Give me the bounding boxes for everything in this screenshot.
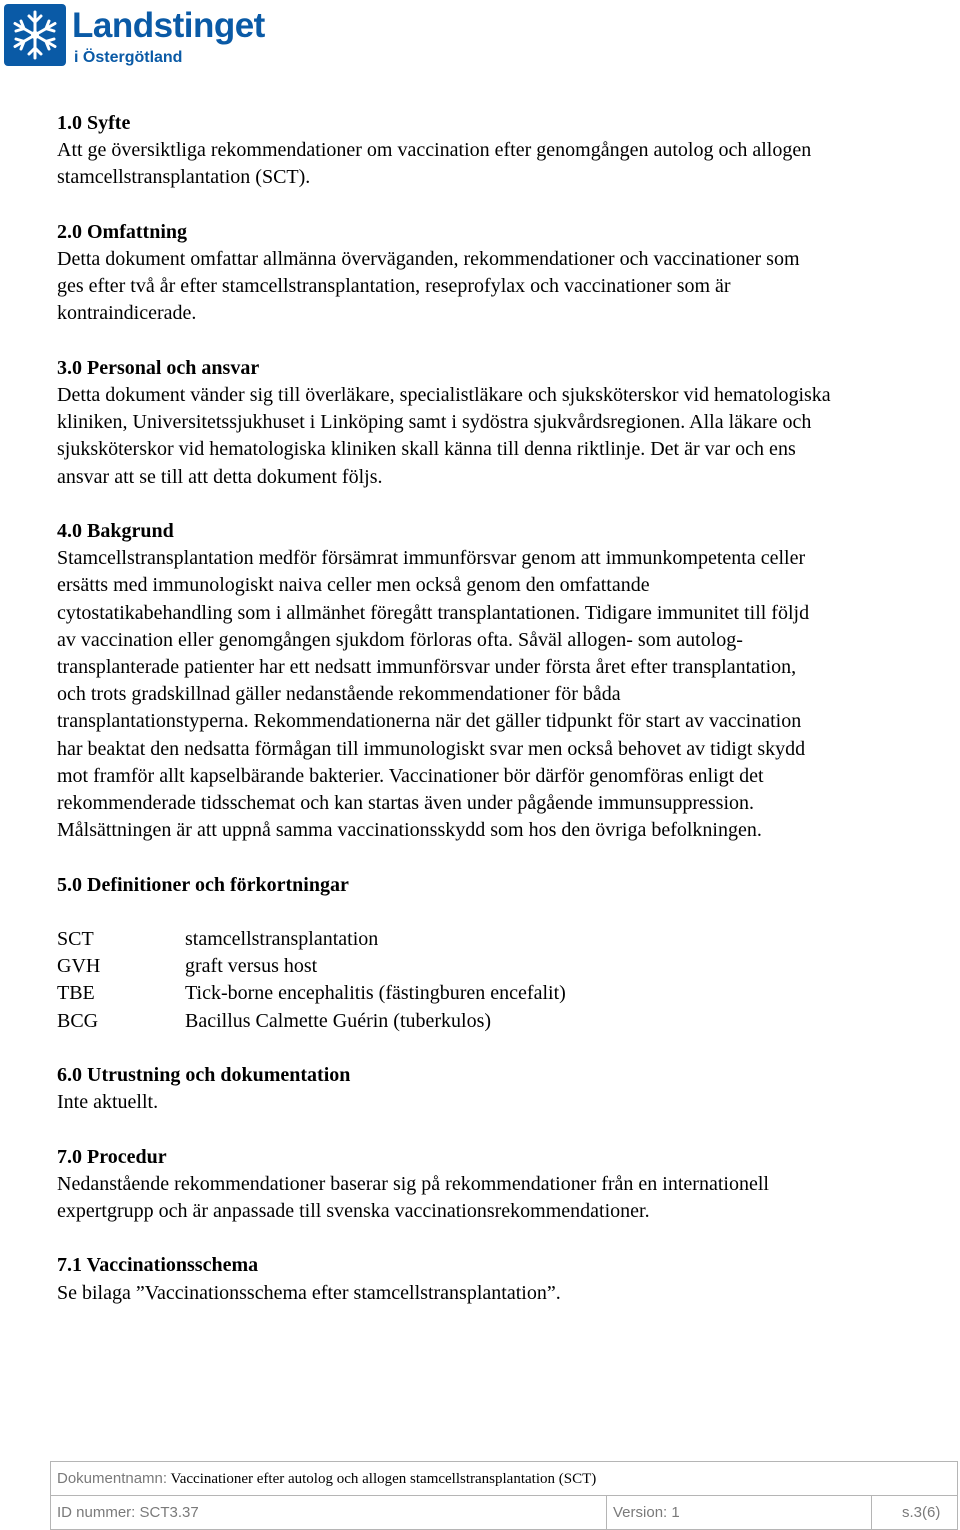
version: Version: 1 bbox=[613, 1504, 680, 1521]
footer-page-cell bbox=[872, 1496, 957, 1529]
definitions-table bbox=[57, 926, 566, 1035]
paragraph-line: rekommenderade tidsschemat och kan startas även under pågående immunsuppression. bbox=[57, 792, 755, 815]
section-heading: 2.0 Omfattning bbox=[57, 220, 187, 243]
section-heading: 7.1 Vaccinationsschema bbox=[57, 1254, 259, 1277]
section-definitions bbox=[57, 872, 947, 1035]
paragraph-line: ges efter två år efter stamcellstransplantation, reseprofylax och vaccinationer som är bbox=[57, 275, 731, 298]
id-number: ID nummer: SCT3.37 bbox=[57, 1504, 199, 1521]
section-heading: 3.0 Personal och ansvar bbox=[57, 356, 260, 379]
section-vaccination-schedule bbox=[57, 1252, 947, 1306]
footer-doc-name-row bbox=[51, 1462, 957, 1496]
section-heading: 7.0 Procedur bbox=[57, 1145, 167, 1168]
paragraph-line: Detta dokument omfattar allmänna överväganden, rekommendationer och vaccinationer som bbox=[57, 248, 800, 270]
definition-abbr: TBE bbox=[57, 982, 95, 1005]
section-heading: 5.0 Definitioner och förkortningar bbox=[57, 873, 349, 896]
definition-abbr: SCT bbox=[57, 928, 94, 951]
section-procedure bbox=[57, 1144, 947, 1226]
section-equipment bbox=[57, 1062, 947, 1116]
paragraph-line: Inte aktuellt. bbox=[57, 1091, 159, 1114]
paragraph-line: kontraindicerade. bbox=[57, 302, 197, 325]
paragraph-line: expertgrupp och är anpassade till svenska vaccinationsrekommendationer. bbox=[57, 1200, 650, 1223]
definition-meaning: Tick-borne encephalitis (fästingburen encefalit) bbox=[185, 982, 566, 1005]
paragraph-line: Att ge översiktliga rekommendationer om vaccination efter genomgången autolog och allogen bbox=[57, 139, 812, 162]
paragraph-line: kliniken, Universitetssjukhuset i Linköping samt i sydöstra sjukvårdsregionen. Alla läkare och bbox=[57, 411, 812, 434]
paragraph-line: Se bilaga ”Vaccinationsschema efter stamcellstransplantation”. bbox=[57, 1281, 561, 1304]
doc-name-label: Dokumentnamn: bbox=[57, 1470, 168, 1487]
paragraph-line: transplantationstyperna. Rekommendationerna när det gäller tidpunkt för start av vaccination bbox=[57, 710, 802, 733]
definition-row bbox=[57, 980, 566, 1007]
paragraph-line: Stamcellstransplantation medför försämrat immunförsvar genom att immunkompetenta celler bbox=[57, 547, 806, 570]
paragraph-line: sjuksköterskor vid hematologiska kliniken skall känna till denna riktlinje. Det är var och ens bbox=[57, 438, 796, 461]
definition-abbr: BCG bbox=[57, 1009, 99, 1032]
section-heading: 4.0 Bakgrund bbox=[57, 520, 174, 542]
footer-meta-row bbox=[51, 1496, 957, 1529]
section-heading: 6.0 Utrustning och dokumentation bbox=[57, 1064, 351, 1087]
logo bbox=[4, 4, 294, 72]
paragraph-line: Målsättningen är att uppnå samma vaccinationsskydd som hos den övriga befolkningen. bbox=[57, 819, 762, 842]
document-footer bbox=[50, 1461, 958, 1530]
paragraph-line: cytostatikabehandling som i allmänhet föregått transplantationen. Tidigare immunitet till följd bbox=[57, 601, 810, 624]
section-background bbox=[57, 518, 947, 844]
section-scope bbox=[57, 219, 947, 328]
definition-row bbox=[57, 953, 566, 980]
section-heading: 1.0 Syfte bbox=[57, 112, 131, 134]
logo-subtitle: i Östergötland bbox=[74, 49, 183, 66]
paragraph-line: stamcellstransplantation (SCT). bbox=[57, 166, 311, 189]
definition-meaning: stamcellstransplantation bbox=[185, 928, 379, 951]
paragraph-line: Nedanstående rekommendationer baserar sig på rekommendationer från en internationell bbox=[57, 1172, 769, 1195]
definition-row bbox=[57, 926, 566, 953]
paragraph-line: ersätts med immunologiskt naiva celler men också genom den omfattande bbox=[57, 574, 650, 597]
paragraph-line: mot framför allt kapselbärande bakterier. Vaccinationer bör därför genomföras enligt det bbox=[57, 764, 764, 787]
definition-meaning: Bacillus Calmette Guérin (tuberkulos) bbox=[185, 1009, 492, 1032]
section-personnel bbox=[57, 355, 947, 491]
paragraph-line: ansvar att se till att detta dokument följs. bbox=[57, 465, 383, 488]
definition-meaning: graft versus host bbox=[185, 955, 318, 978]
logo-title: Landstinget bbox=[72, 6, 265, 45]
document-body bbox=[57, 110, 947, 1334]
definition-row bbox=[57, 1008, 566, 1035]
footer-version-cell bbox=[607, 1496, 872, 1529]
definition-abbr: GVH bbox=[57, 955, 101, 978]
doc-name-value: Vaccinationer efter autolog och allogen stamcellstransplantation (SCT) bbox=[170, 1471, 597, 1487]
footer-id-cell bbox=[51, 1496, 607, 1529]
paragraph-line: transplanterade patienter har ett nedsatt immunförsvar under första året efter transplantation, bbox=[57, 656, 797, 679]
section-purpose bbox=[57, 110, 947, 192]
snowflake-icon bbox=[4, 4, 66, 66]
paragraph-line: Detta dokument vänder sig till överläkare, specialistläkare och sjuksköterskor vid hematologiska bbox=[57, 384, 831, 406]
page-number: s.3(6) bbox=[902, 1504, 941, 1521]
paragraph-line: av vaccination eller genomgången sjukdom förloras ofta. Såväl allogen- som autolog- bbox=[57, 628, 743, 651]
paragraph-line: har beaktat den nedsatta förmågan till immunologiskt svar men också behovet av tidigt skydd bbox=[57, 737, 806, 760]
paragraph-line: och trots gradskillnad gäller nedanstående rekommendationer för båda bbox=[57, 683, 621, 706]
